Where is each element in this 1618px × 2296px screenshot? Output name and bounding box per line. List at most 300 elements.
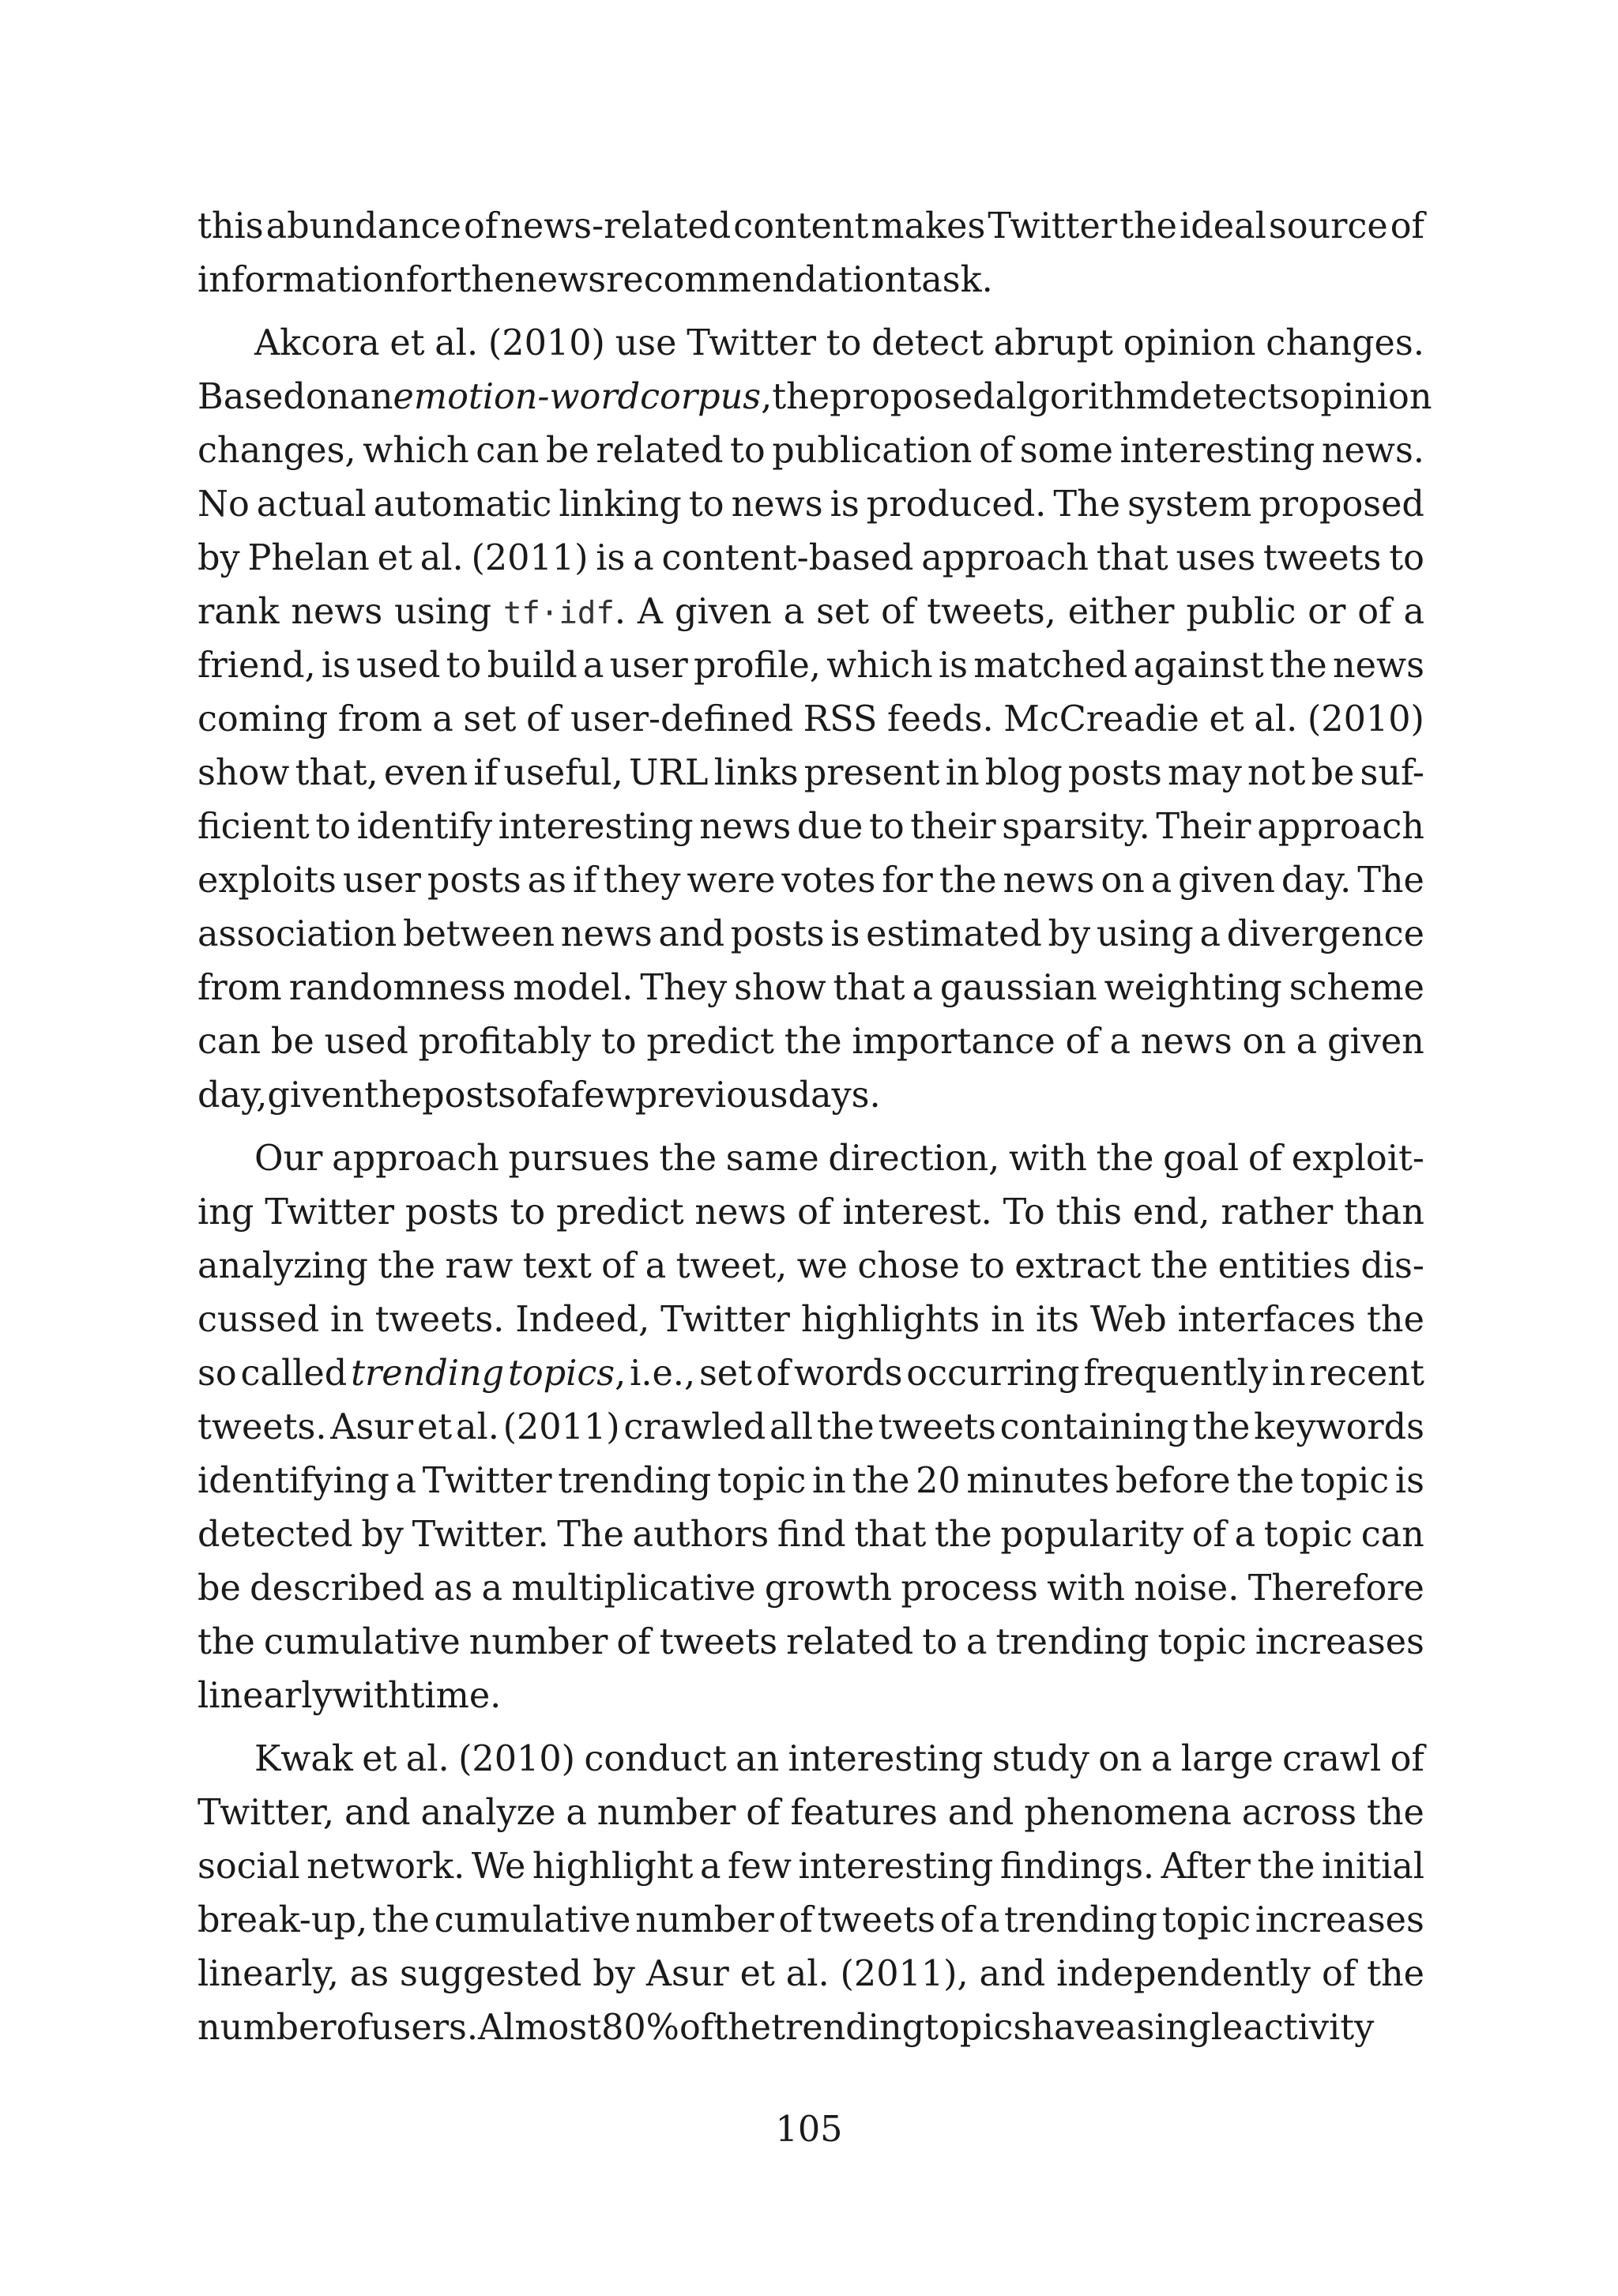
text-segment: topic	[1161, 1900, 1251, 1940]
word	[736, 1733, 779, 1786]
text-segment: URL	[628, 753, 709, 793]
text-segment: number	[468, 1622, 608, 1662]
text-segment: to	[922, 1622, 958, 1662]
page-body	[198, 200, 1432, 2055]
text-line	[198, 693, 1424, 747]
text-segment: is	[1394, 1461, 1424, 1501]
word	[1395, 1455, 1424, 1508]
text-segment: conduct	[584, 1739, 727, 1779]
text-segment: authors	[632, 1515, 769, 1555]
text-segment: Asur	[330, 1407, 414, 1447]
word	[630, 1347, 695, 1401]
word	[1367, 1786, 1424, 1840]
text-segment: in	[945, 753, 980, 793]
text-segment: a	[481, 1568, 503, 1609]
text-segment: be	[270, 1022, 314, 1062]
text-segment: pursues	[508, 1139, 650, 1179]
word	[1254, 693, 1297, 747]
text-segment: of	[797, 1192, 832, 1233]
text-segment: on	[1098, 1739, 1142, 1779]
text-segment: called	[240, 1353, 348, 1394]
text-segment: set	[698, 1353, 753, 1394]
text-segment: to	[688, 484, 724, 525]
text-segment: news.	[1321, 431, 1424, 471]
text-segment: time.	[410, 1676, 502, 1716]
text-line	[198, 1132, 1424, 1186]
text-segment: Twitter	[422, 1461, 552, 1501]
word	[866, 908, 1042, 962]
text-segment: of	[746, 1793, 781, 1833]
word	[482, 1562, 503, 1616]
word	[988, 200, 1117, 254]
text-segment: social	[198, 1846, 300, 1887]
text-line	[198, 1401, 1424, 1455]
text-segment: news	[514, 260, 607, 300]
text-line	[198, 1840, 1424, 1894]
word	[601, 1015, 637, 1069]
code-text: tf·idf	[502, 596, 615, 631]
text-segment: analyze	[420, 1793, 556, 1833]
text-segment: (2011),	[840, 1954, 969, 1994]
text-segment: system	[1127, 484, 1252, 525]
text-segment: its	[1035, 1300, 1079, 1340]
word	[419, 1015, 592, 1069]
text-line	[198, 478, 1424, 532]
text-segment: present	[803, 753, 940, 793]
text-segment: changes.	[1266, 323, 1424, 363]
word	[826, 317, 862, 371]
word	[906, 1347, 1079, 1401]
word	[375, 1293, 505, 1347]
text-segment: days.	[788, 1075, 881, 1116]
word	[662, 532, 914, 585]
word	[596, 532, 625, 585]
text-segment: to	[315, 807, 352, 847]
word	[343, 854, 421, 908]
word	[1360, 747, 1424, 800]
word	[946, 747, 980, 800]
word	[841, 1948, 969, 2001]
text-segment: information	[198, 260, 406, 300]
text-segment: is	[596, 538, 626, 578]
word	[610, 639, 688, 693]
word	[378, 532, 412, 585]
text-segment: sparsity.	[1002, 807, 1150, 847]
word	[1156, 800, 1251, 854]
word	[1101, 854, 1144, 908]
text-segment: entities	[1217, 1246, 1352, 1286]
text-segment: estimated	[866, 914, 1042, 954]
word	[786, 1616, 913, 1669]
text-segment: No	[198, 484, 250, 525]
text-segment: to	[510, 1192, 546, 1233]
text-segment: independently	[1056, 1954, 1311, 1994]
word	[435, 317, 478, 371]
text-segment: news	[560, 914, 653, 954]
word	[406, 1733, 450, 1786]
word	[198, 1240, 368, 1293]
word	[1186, 585, 1296, 639]
text-segment: news	[291, 592, 383, 632]
word	[508, 1347, 626, 1401]
word	[421, 1786, 556, 1840]
word	[1024, 1786, 1232, 1840]
text-segment: with	[1009, 1139, 1087, 1179]
paragraph-gap	[198, 1123, 1424, 1132]
text-segment: crawled	[623, 1407, 766, 1447]
text-segment: between	[402, 914, 555, 954]
text-segment: the	[852, 1461, 910, 1501]
word	[714, 747, 799, 800]
word	[1210, 693, 1244, 747]
word	[646, 1948, 729, 2001]
text-segment: 80%	[601, 2008, 679, 2048]
text-segment: profitably	[418, 1022, 592, 1062]
text-segment: a	[1199, 914, 1221, 954]
text-segment: initial	[1321, 1846, 1424, 1887]
text-segment: a	[783, 592, 805, 632]
text-line	[198, 1786, 1424, 1840]
word	[478, 2001, 601, 2055]
text-segment: in	[1271, 1353, 1306, 1394]
word	[361, 1508, 404, 1562]
word	[532, 1840, 694, 1894]
text-line	[198, 1508, 1424, 1562]
text-segment: weighting	[1104, 968, 1282, 1008]
text-segment: et	[389, 323, 425, 363]
text-segment: et	[377, 538, 412, 578]
word	[1192, 1401, 1250, 1455]
text-segment: the	[816, 1407, 875, 1447]
word	[446, 639, 482, 693]
word	[1123, 317, 1256, 371]
word	[198, 254, 406, 307]
word	[1097, 1132, 1154, 1186]
text-segment: network.	[307, 1846, 465, 1887]
text-segment: RSS	[803, 699, 878, 740]
word	[1158, 1616, 1247, 1669]
text-segment: end,	[1132, 1192, 1210, 1233]
word	[730, 424, 766, 478]
word	[694, 639, 821, 693]
word	[250, 1562, 424, 1616]
word	[596, 424, 723, 478]
word	[1137, 2001, 1244, 2055]
word	[676, 1240, 788, 1293]
text-segment: of	[1065, 1022, 1100, 1062]
word	[1119, 200, 1177, 254]
text-segment: in	[329, 1300, 364, 1340]
text-segment: to	[600, 1022, 637, 1062]
word	[198, 2001, 337, 2055]
word	[1116, 2001, 1137, 2055]
text-segment: friend,	[198, 646, 316, 686]
text-segment: all	[769, 1407, 814, 1447]
word	[435, 1894, 631, 1948]
text-segment: chose	[857, 1246, 960, 1286]
word	[510, 1186, 545, 1240]
text-segment: goal	[1163, 1139, 1240, 1179]
text-segment: of	[1390, 1739, 1424, 1779]
word	[985, 747, 1063, 800]
text-segment: (2011)	[502, 1407, 620, 1447]
text-segment: of	[616, 1622, 651, 1662]
word	[417, 1401, 452, 1455]
word	[799, 1840, 994, 1894]
text-segment: ideal	[1180, 206, 1266, 247]
word	[1000, 1508, 1183, 1562]
text-segment: by	[1048, 914, 1091, 954]
word	[869, 800, 905, 854]
text-line	[198, 1186, 1424, 1240]
text-segment: a	[582, 646, 604, 686]
text-line	[198, 317, 1424, 371]
text-segment: model.	[513, 968, 634, 1008]
text-segment: et	[739, 1954, 775, 1994]
word	[476, 424, 539, 478]
paragraph	[198, 1132, 1424, 1723]
text-segment: (2011)	[471, 538, 589, 578]
text-segment: trending	[1004, 1900, 1158, 1940]
word	[469, 1616, 608, 1669]
text-segment: related	[596, 431, 724, 471]
text-segment: opinion	[1299, 377, 1432, 417]
word	[777, 1508, 846, 1562]
text-segment: al.	[405, 1739, 450, 1779]
text-segment: minutes	[966, 1461, 1110, 1501]
word	[687, 854, 775, 908]
text-segment: automatic	[373, 484, 552, 525]
text-segment: that	[854, 1515, 927, 1555]
word	[833, 962, 905, 1015]
word	[794, 1347, 902, 1401]
text-segment: number	[596, 1793, 736, 1833]
text-segment: in	[991, 1300, 1025, 1340]
text-segment: opinion	[1123, 323, 1256, 363]
word	[940, 1894, 974, 1948]
text-segment: identify	[356, 807, 493, 847]
text-segment: They	[640, 968, 728, 1008]
word	[1000, 1840, 1154, 1894]
word	[687, 317, 816, 371]
text-segment: as	[433, 1568, 473, 1609]
word	[1243, 2001, 1374, 2055]
text-segment: tweets	[878, 1407, 996, 1447]
emphasis-text: topics	[507, 1353, 615, 1394]
text-segment: topic	[1300, 1461, 1390, 1501]
text-segment: exploit-	[1291, 1139, 1424, 1179]
text-segment: analyzing	[198, 1246, 368, 1286]
word	[640, 962, 727, 1015]
word	[1127, 478, 1251, 532]
word	[601, 1240, 635, 1293]
text-segment: show	[198, 753, 290, 793]
word	[1361, 1508, 1424, 1562]
word	[363, 424, 469, 478]
text-segment: source	[1268, 206, 1388, 247]
text-segment: from	[337, 699, 423, 740]
text-segment: growth	[764, 1568, 893, 1609]
word	[812, 1455, 846, 1508]
word	[254, 1733, 353, 1786]
word	[412, 1508, 549, 1562]
text-segment: posts	[427, 860, 521, 901]
text-segment: tweets	[659, 1622, 778, 1662]
word	[400, 1948, 581, 2001]
text-segment: across	[1241, 1793, 1357, 1833]
word	[423, 1455, 552, 1508]
word	[500, 200, 731, 254]
word	[198, 1293, 319, 1347]
text-segment: news	[694, 1192, 787, 1233]
text-segment: occurring	[906, 1353, 1080, 1394]
text-segment: of	[1357, 592, 1392, 632]
text-segment: we	[796, 1246, 849, 1286]
text-segment: the	[1367, 1300, 1424, 1340]
text-line	[198, 1015, 1424, 1069]
text-segment: can	[476, 431, 540, 471]
word	[1151, 854, 1172, 908]
word	[769, 1401, 813, 1455]
text-segment: of	[1247, 1139, 1283, 1179]
word	[198, 1562, 241, 1616]
word	[871, 200, 985, 254]
text-segment: day,	[198, 1075, 268, 1116]
text-segment: ,	[615, 1353, 627, 1394]
word	[351, 1347, 504, 1401]
word	[1248, 1132, 1282, 1186]
word	[1266, 317, 1424, 371]
word	[464, 200, 498, 254]
word	[1289, 962, 1424, 1015]
text-segment: set	[463, 699, 517, 740]
word	[240, 1347, 347, 1401]
text-segment: produced.	[866, 484, 1047, 525]
word	[1097, 908, 1194, 962]
word	[1048, 908, 1091, 962]
text-segment: a	[550, 1075, 571, 1116]
text-segment: which	[826, 646, 933, 686]
word	[882, 854, 933, 908]
word	[1031, 2001, 1116, 2055]
text-segment: interesting	[788, 1739, 984, 1779]
text-segment: a	[1234, 1515, 1256, 1555]
word	[939, 639, 968, 693]
text-segment: public	[1186, 592, 1296, 632]
text-segment: content-based	[661, 538, 914, 578]
word	[1199, 908, 1221, 962]
text-segment: a	[1151, 1739, 1172, 1779]
text-segment: increases	[1255, 1622, 1424, 1662]
word	[198, 1840, 300, 1894]
word	[629, 747, 709, 800]
word	[558, 1455, 711, 1508]
text-segment: due	[796, 807, 864, 847]
text-segment: is	[830, 914, 860, 954]
text-segment: cumulative	[434, 1900, 631, 1940]
word	[1133, 1186, 1210, 1240]
text-segment: a	[1150, 860, 1172, 901]
word	[1259, 478, 1424, 532]
word	[1181, 1733, 1274, 1786]
word	[198, 1894, 367, 1948]
text-segment: of	[679, 2008, 714, 2048]
word	[374, 478, 552, 532]
text-segment: cussed	[198, 1300, 320, 1340]
text-segment: be	[198, 1568, 241, 1609]
text-line	[198, 962, 1424, 1015]
word	[307, 1840, 465, 1894]
text-segment: 20	[916, 1461, 961, 1501]
text-segment: may	[1167, 753, 1242, 793]
word	[1000, 1401, 1189, 1455]
word	[1367, 1948, 1424, 2001]
text-segment: that	[833, 968, 905, 1008]
text-segment: words	[793, 1353, 903, 1394]
word	[330, 1401, 413, 1455]
text-segment: few	[728, 1846, 792, 1887]
word	[393, 371, 641, 424]
text-segment: gaussian	[939, 968, 1097, 1008]
text-segment: posts	[404, 1192, 499, 1233]
word	[1097, 532, 1168, 585]
word	[1389, 532, 1424, 585]
text-segment: if	[473, 753, 499, 793]
text-segment: Based	[198, 377, 306, 417]
text-segment: set	[816, 592, 870, 632]
word	[573, 854, 597, 908]
text-segment: the	[1269, 646, 1327, 686]
text-segment: interesting	[498, 807, 694, 847]
text-segment: tweets,	[927, 592, 1056, 632]
text-segment: content	[733, 206, 869, 247]
paragraph	[198, 200, 1424, 307]
text-segment: the	[364, 1075, 423, 1116]
text-segment: build	[487, 646, 578, 686]
word	[1004, 1894, 1157, 1948]
word	[867, 478, 1047, 532]
word	[271, 1015, 314, 1069]
text-segment: of	[336, 2008, 371, 2048]
text-segment: algorithm	[995, 377, 1169, 417]
text-segment: of	[526, 699, 561, 740]
word	[979, 424, 1013, 478]
text-segment: randomness	[288, 968, 506, 1008]
text-segment: a	[912, 968, 933, 1008]
text-segment: of	[1321, 1954, 1356, 1994]
word	[427, 854, 521, 908]
page-number: 105	[775, 2110, 843, 2150]
text-segment: trending	[558, 1461, 712, 1501]
word	[788, 1069, 880, 1123]
word	[717, 1455, 806, 1508]
word	[247, 532, 369, 585]
text-segment: in	[811, 1461, 846, 1501]
text-segment: a	[633, 538, 654, 578]
word	[640, 371, 772, 424]
word	[679, 2001, 713, 2055]
text-segment: they	[603, 860, 681, 901]
word	[570, 693, 793, 747]
word	[1014, 1240, 1141, 1293]
word	[733, 200, 868, 254]
word	[1083, 1347, 1267, 1401]
word	[526, 693, 560, 747]
word	[306, 371, 349, 424]
text-segment: highlight	[532, 1846, 694, 1887]
word	[1003, 693, 1199, 747]
text-line	[198, 639, 1424, 693]
